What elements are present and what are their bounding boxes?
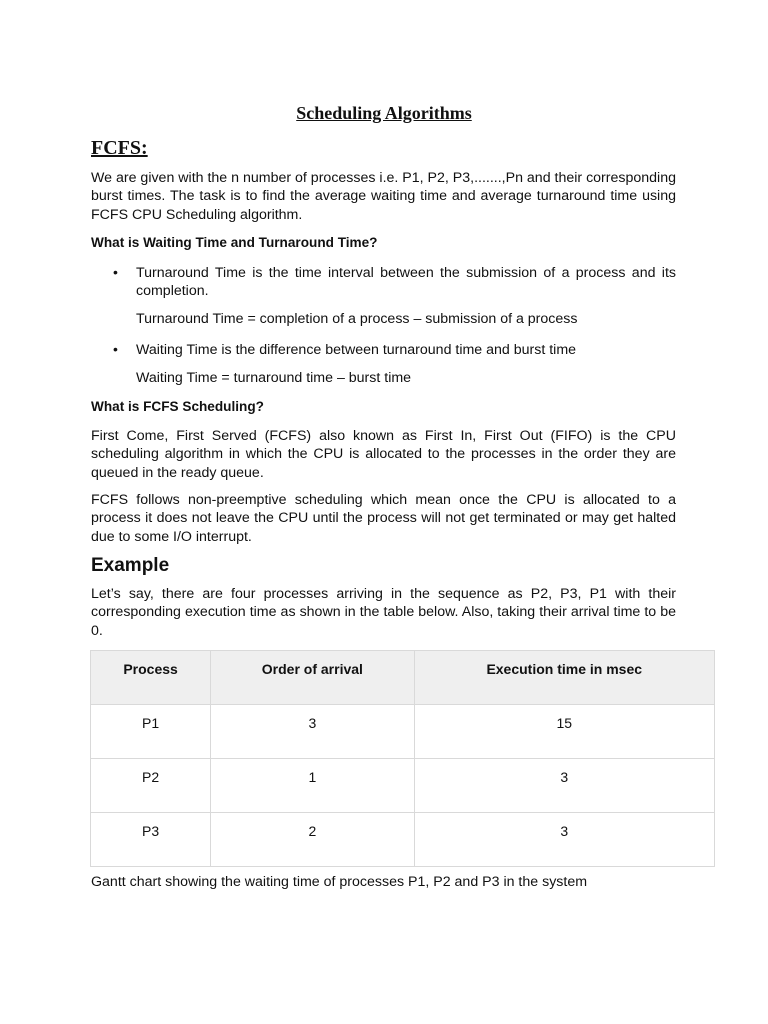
table-row bbox=[91, 705, 715, 759]
table-cell: P3 bbox=[91, 813, 211, 867]
formula-waiting: Waiting Time = turnaround time – burst time bbox=[136, 370, 412, 386]
table-cell: P1 bbox=[91, 705, 211, 759]
section-heading-fcfs: FCFS: bbox=[91, 137, 148, 159]
bullet-marker: • bbox=[113, 264, 118, 280]
bullet-marker: • bbox=[113, 341, 118, 357]
question-fcfs-scheduling: What is FCFS Scheduling? bbox=[91, 399, 264, 414]
intro-paragraph: We are given with the n number of processes i.e. P1, P2, P3,.......,Pn and their corresponding burst times. The task is to find the average waiting time and average turnaround time using FCFS CPU Scheduling algorithm. bbox=[91, 170, 676, 223]
page-title: Scheduling Algorithms bbox=[296, 103, 472, 123]
table-header-row bbox=[91, 651, 715, 705]
gantt-chart-caption: Gantt chart showing the waiting time of processes P1, P2 and P3 in the system bbox=[91, 874, 588, 890]
table-cell: 3 bbox=[414, 759, 715, 813]
bullet-turnaround-definition: Turnaround Time is the time interval between the submission of a process and its completion. bbox=[136, 265, 676, 300]
fcfs-nonpreemptive-paragraph: FCFS follows non-preemptive scheduling which mean once the CPU is allocated to a process it does not leave the CPU until the process will not get terminated or may get halted due to some I/O interrupt. bbox=[91, 492, 676, 545]
table-cell: 3 bbox=[211, 705, 414, 759]
table-row bbox=[91, 813, 715, 867]
table-cell: 1 bbox=[211, 759, 414, 813]
table-cell: 15 bbox=[414, 705, 715, 759]
table-cell: P2 bbox=[91, 759, 211, 813]
question-waiting-turnaround: What is Waiting Time and Turnaround Time? bbox=[91, 235, 378, 250]
example-paragraph: Let’s say, there are four processes arriving in the sequence as P2, P3, P1 with their corresponding execution time as shown in the table below. Also, taking their arrival time to be 0. bbox=[91, 586, 676, 639]
table-cell: 2 bbox=[211, 813, 414, 867]
table-cell: 3 bbox=[414, 813, 715, 867]
process-table bbox=[90, 650, 715, 867]
formula-turnaround: Turnaround Time = completion of a process – submission of a process bbox=[136, 311, 578, 327]
table-row bbox=[91, 759, 715, 813]
column-header-execution-time: Execution time in msec bbox=[414, 651, 715, 705]
fcfs-definition-paragraph: First Come, First Served (FCFS) also known as First In, First Out (FIFO) is the CPU scheduling algorithm in which the CPU is allocated to the processes in the order they are queued in the ready queue. bbox=[91, 428, 676, 481]
example-heading: Example bbox=[91, 555, 170, 576]
column-header-order-of-arrival: Order of arrival bbox=[211, 651, 414, 705]
column-header-process: Process bbox=[91, 651, 211, 705]
bullet-waiting-definition: Waiting Time is the difference between turnaround time and burst time bbox=[136, 342, 577, 358]
